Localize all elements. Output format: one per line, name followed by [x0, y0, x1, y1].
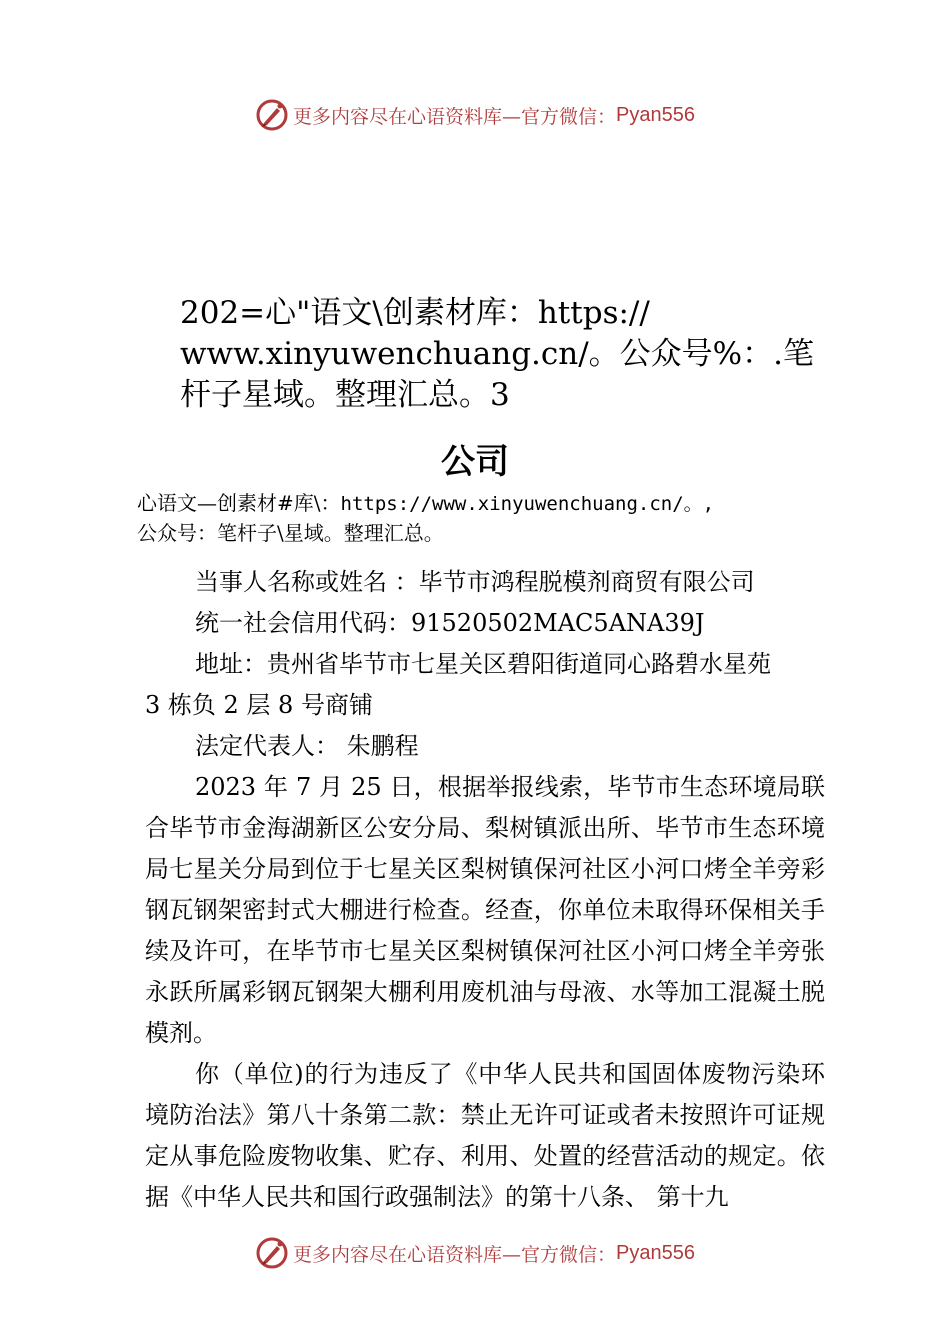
paragraph-violation: 你（单位)的行为违反了《中华人民共和国固体废物污染环境防治法》第八十条第二款：禁止无许可证或者未按照许可证规定从事危险废物收集、贮存、利用、处置的经营活动的规定。依据《中华人民共和国行政强制法》的第十八条、 第十九 — [145, 1060, 825, 1211]
pen-logo-icon — [255, 98, 289, 132]
credit-code: 统一社会信用代码：91520502MAC5ANA39J — [195, 609, 705, 637]
watermark-line-2: www.xinyuwenchuang.cn/。公众号%：.笔 — [180, 336, 814, 372]
watermark-small-cn: 心语文—创素材#库\： — [137, 491, 341, 515]
watermark-line-3: 杆子星域。整理汇总。3 — [180, 377, 510, 413]
party-name: 当事人名称或姓名 ：毕节市鸿程脱模剂商贸有限公司 — [195, 568, 755, 596]
banner-text: 更多内容尽在心语资料库—官方微信： — [293, 105, 617, 128]
banner-wechat-id: Pyan556 — [616, 103, 695, 126]
footer-banner — [0, 1233, 950, 1273]
watermark-small-url: https://www.xinyuwenchuang.cn/。, — [340, 493, 715, 515]
document-title: 公司 — [441, 442, 509, 482]
watermark-small-line-2: 公众号：笔杆子\星域。整理汇总。 — [137, 521, 444, 545]
watermark-block — [180, 293, 820, 416]
banner-wechat-id: Pyan556 — [616, 1241, 695, 1264]
pen-logo-icon — [255, 1236, 289, 1270]
watermark-small-line-1 — [137, 489, 837, 519]
document-body — [145, 562, 825, 1218]
address-continued: 3 栋负 2 层 8 号商铺 — [145, 691, 373, 719]
header-banner — [0, 95, 950, 135]
watermark-small — [137, 489, 837, 548]
watermark-line-1: 202=心"语文\创素材库：https:// — [180, 295, 650, 331]
paragraph-facts: 2023 年 7 月 25 日，根据举报线索，毕节市生态环境局联合毕节市金海湖新区公安分局、梨树镇派出所、毕节市生态环境局七星关分局到位于七星关区梨树镇保河社区小河口烤全羊旁彩钢瓦钢架密封式大棚进行检查。经查，你单位未取得环保相关手续及许可，在毕节市七星关区梨树镇保河社区小河口烤全羊旁张永跃所属彩钢瓦钢架大棚利用废机油与母液、水等加工混凝土脱模剂。 — [145, 773, 825, 1047]
legal-representative: 法定代表人： 朱鹏程 — [195, 732, 419, 760]
address: 地址：贵州省毕节市七星关区碧阳街道同心路碧水星苑 — [195, 650, 771, 678]
banner-text: 更多内容尽在心语资料库—官方微信： — [293, 1243, 617, 1266]
